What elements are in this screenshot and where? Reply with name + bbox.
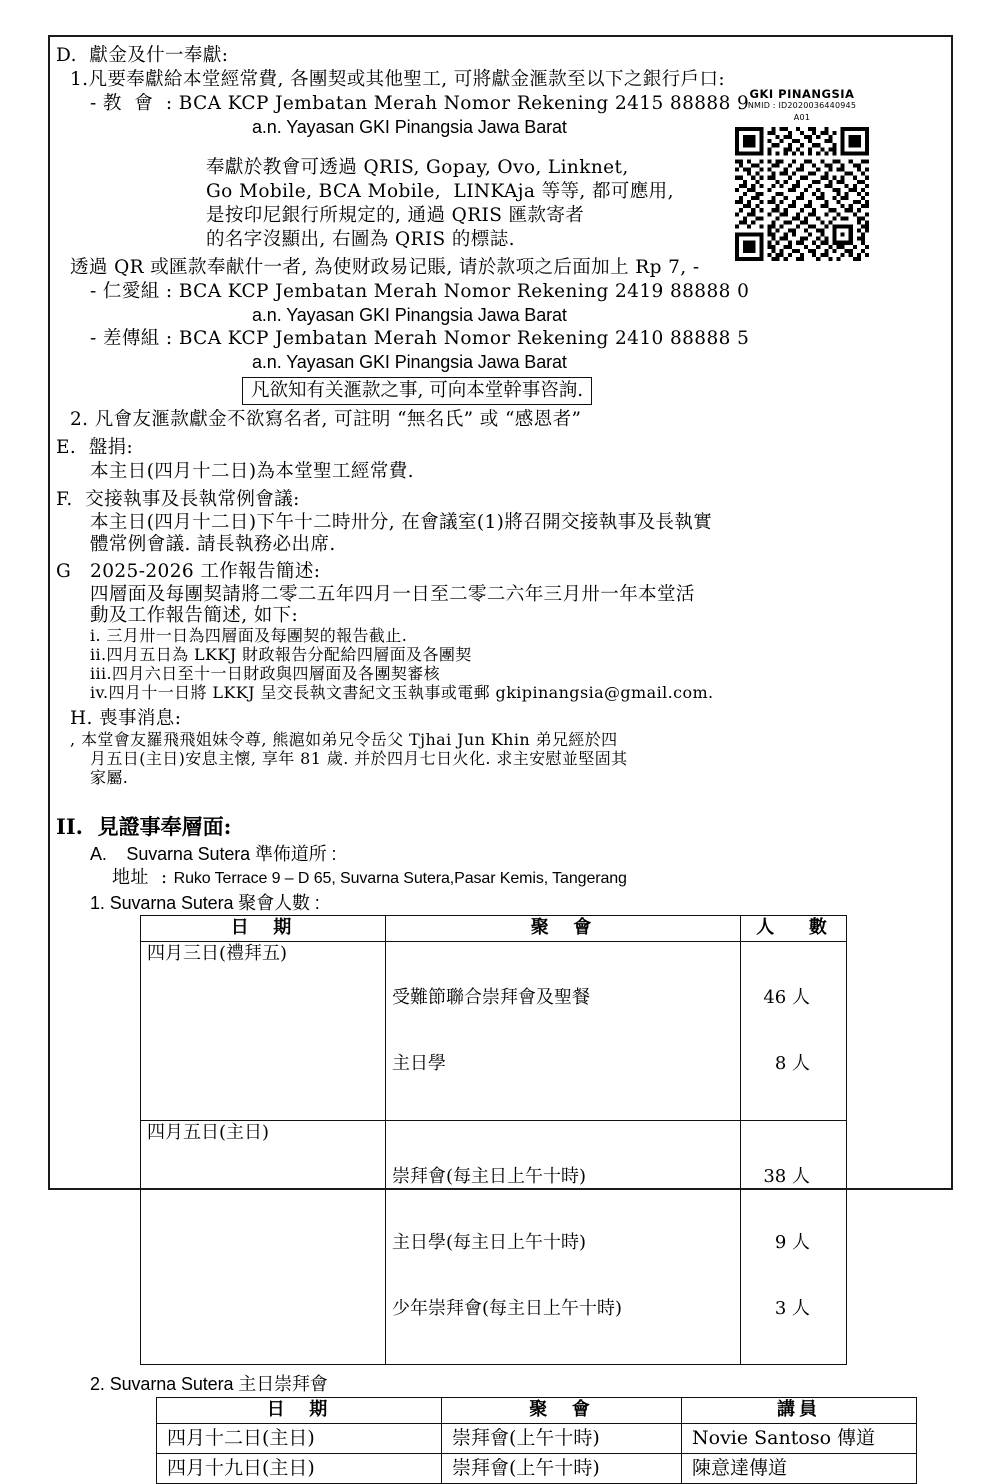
section-g-item-iii: iii.四月六日至十一日財政與四層面及各團契審核 xyxy=(90,664,441,684)
section-d-item-1: 1.凡要奉獻給本堂經常費, 各團契或其他聖工, 可將獻金滙款至以下之銀行戶口: xyxy=(70,69,726,91)
attendance-table xyxy=(140,915,847,1365)
attendance-counts-1 xyxy=(741,1120,847,1364)
service-date-1: 四月十九日(主日) xyxy=(157,1453,442,1483)
service-table xyxy=(156,1397,917,1484)
address-value: Ruko Terrace 9 – D 65, Suvarna Sutera,Pasar Kemis, Tangerang xyxy=(173,870,627,888)
table-row xyxy=(141,1120,847,1364)
charity-account-text: - 仁愛組 : BCA KCP Jembatan Merah Nomor Rekening 2419 88888 0 xyxy=(90,280,750,302)
attendance-event-0-0: 受難節聯合崇拜會及聖餐 xyxy=(392,987,590,1009)
qris-para-line-2: Go Mobile, BCA Mobile, LINKAja 等等, 都可應用, xyxy=(206,180,674,202)
section-g-item-iv: iv.四月十一日將 LKKJ 呈交長執文書紀文玉執事或電郵 gkipinangsia@gmail.com. xyxy=(90,682,714,702)
attendance-header-event: 聚 會 xyxy=(386,916,741,942)
attendance-header-count: 人 數 xyxy=(741,916,847,942)
table-row xyxy=(157,1423,917,1453)
service-speaker-0: Novie Santoso 傳道 xyxy=(682,1423,917,1453)
mission-account-text: - 差傳組 : BCA KCP Jembatan Merah Nomor Rekening 2410 88888 5 xyxy=(90,328,750,350)
section-g-line-1: 四層面及每團契請將二零二五年四月一日至二零二六年三月卅一年本堂活 xyxy=(90,583,695,605)
table-header-row xyxy=(141,916,847,942)
qris-para-line-4: 的名字沒顯出, 右圖為 QRIS 的標誌. xyxy=(206,228,515,250)
section-d-item-2: 2. 凡會友滙款獻金不欲寫名者, 可註明 “無名氏” 或 “感恩者” xyxy=(70,408,582,430)
table-row xyxy=(157,1453,917,1483)
section-g-item-ii: ii.四月五日為 LKKJ 財政報告分配給四層面及各團契 xyxy=(90,645,472,665)
attendance-event-1-2: 少年崇拜會(每主日上午十時) xyxy=(392,1297,623,1319)
charity-account-holder: a.n. Yayasan GKI Pinangsia Jawa Barat xyxy=(252,304,567,325)
attendance-date-0: 四月三日(禮拜五) xyxy=(141,942,386,1121)
attendance-count-0-1: 8 人 xyxy=(774,1053,810,1075)
attendance-table-label: 1. Suvarna Sutera 聚會人數 : xyxy=(90,892,320,913)
attendance-event-1-0: 崇拜會(每主日上午十時) xyxy=(392,1165,587,1187)
section-e xyxy=(56,436,956,484)
attendance-events-1 xyxy=(386,1120,741,1364)
section-e-line-1: 本主日(四月十二日)為本堂聖工經常費. xyxy=(90,460,414,482)
attendance-date-1: 四月五日(主日) xyxy=(141,1120,386,1364)
section-f-line-1: 本主日(四月十二日)下午十二時卅分, 在會議室(1)將召開交接執事及長執實 xyxy=(90,511,713,533)
church-account-text: - 教 會 : BCA KCP Jembatan Merah Nomor Rekening 2415 88888 9 xyxy=(90,93,750,115)
qr-transfer-note: 透過 QR 或匯款奉献什一者, 為使财政易记賬, 请於款项之后面加上 Rp 7, - xyxy=(70,256,700,278)
qris-block xyxy=(722,88,882,261)
service-speaker-1: 陳意達傳道 xyxy=(682,1453,917,1483)
section-h-line-2: 月五日(主日)安息主懷, 享年 81 歲. 并於四月七日火化. 求主安慰並堅固其 xyxy=(90,748,628,768)
section-h xyxy=(56,707,956,788)
qris-para-line-1: 奉獻於教會可透過 QRIS, Gopay, Ovo, Linknet, xyxy=(206,156,629,178)
section-d-heading: D. 獻金及什一奉獻: xyxy=(56,45,229,66)
section-f xyxy=(56,488,956,556)
section-g xyxy=(56,560,956,703)
section-e-heading: E. 盤捐: xyxy=(56,436,134,458)
service-event-1: 崇拜會(上午十時) xyxy=(442,1453,682,1483)
service-header-date: 日 期 xyxy=(157,1397,442,1423)
attendance-counts-0 xyxy=(741,942,847,1121)
qris-qr-code-icon xyxy=(735,127,869,261)
table-row xyxy=(141,942,847,1121)
charity-account-line xyxy=(56,280,956,304)
boxed-note-wrapper xyxy=(56,377,956,405)
service-header-speaker: 講員 xyxy=(682,1397,917,1423)
service-date-0: 四月十二日(主日) xyxy=(157,1423,442,1453)
attendance-events-0 xyxy=(386,942,741,1121)
service-table-label: 2. Suvarna Sutera 主日崇拜會 xyxy=(90,1374,328,1395)
section-two xyxy=(56,813,956,1484)
transfer-inquiry-note: 凡欲知有关滙款之事, 可向本堂幹事咨詢. xyxy=(242,377,592,405)
section-f-heading: F. 交接執事及長執常例會議: xyxy=(56,488,300,510)
attendance-header-date: 日 期 xyxy=(141,916,386,942)
mission-account-line xyxy=(56,327,956,351)
table-header-row xyxy=(157,1397,917,1423)
attendance-count-1-1: 9 人 xyxy=(774,1231,810,1253)
address-line xyxy=(56,866,956,890)
section-g-item-i: i. 三月卅一日為四層面及每團契的報告截止. xyxy=(90,626,408,646)
attendance-count-1-2: 3 人 xyxy=(774,1297,810,1319)
section-two-title: II. 見證事奉層面: xyxy=(56,814,232,840)
section-h-line-1: , 本堂會友羅飛飛姐妹令尊, 熊滬如弟兄令岳父 Tjhai Jun Khin 弟兄經於四 xyxy=(70,729,618,749)
attendance-count-0-0: 46 人 xyxy=(763,987,810,1009)
service-header-event: 聚 會 xyxy=(442,1397,682,1423)
section-g-heading: G 2025-2026 工作報告簡述: xyxy=(56,560,321,582)
address-label: 地址 : xyxy=(112,867,174,889)
qris-terminal-code: A01 xyxy=(793,113,811,123)
attendance-count-1-0: 38 人 xyxy=(763,1165,810,1187)
attendance-event-1-1: 主日學(每主日上午十時) xyxy=(392,1231,587,1253)
section-h-line-3: 家屬. xyxy=(90,767,129,787)
church-account-holder: a.n. Yayasan GKI Pinangsia Jawa Barat xyxy=(252,117,567,138)
section-h-heading: H. 喪事消息: xyxy=(70,707,182,729)
qris-nmid: NMID : ID2020036440945 xyxy=(747,101,857,111)
section-f-line-2: 體常例會議. 請長執務必出席. xyxy=(90,533,336,555)
sub-a-label: A. Suvarna Sutera 準佈道所 : xyxy=(90,843,337,864)
qris-para-line-3: 是按印尼銀行所規定的, 通過 QRIS 匯款寄者 xyxy=(206,204,585,226)
qris-merchant-name: GKI PINANGSIA xyxy=(749,87,855,101)
mission-account-holder: a.n. Yayasan GKI Pinangsia Jawa Barat xyxy=(252,352,567,373)
section-g-line-2: 動及工作報告簡述, 如下: xyxy=(90,605,299,627)
attendance-event-0-1: 主日學 xyxy=(392,1053,446,1075)
service-event-0: 崇拜會(上午十時) xyxy=(442,1423,682,1453)
